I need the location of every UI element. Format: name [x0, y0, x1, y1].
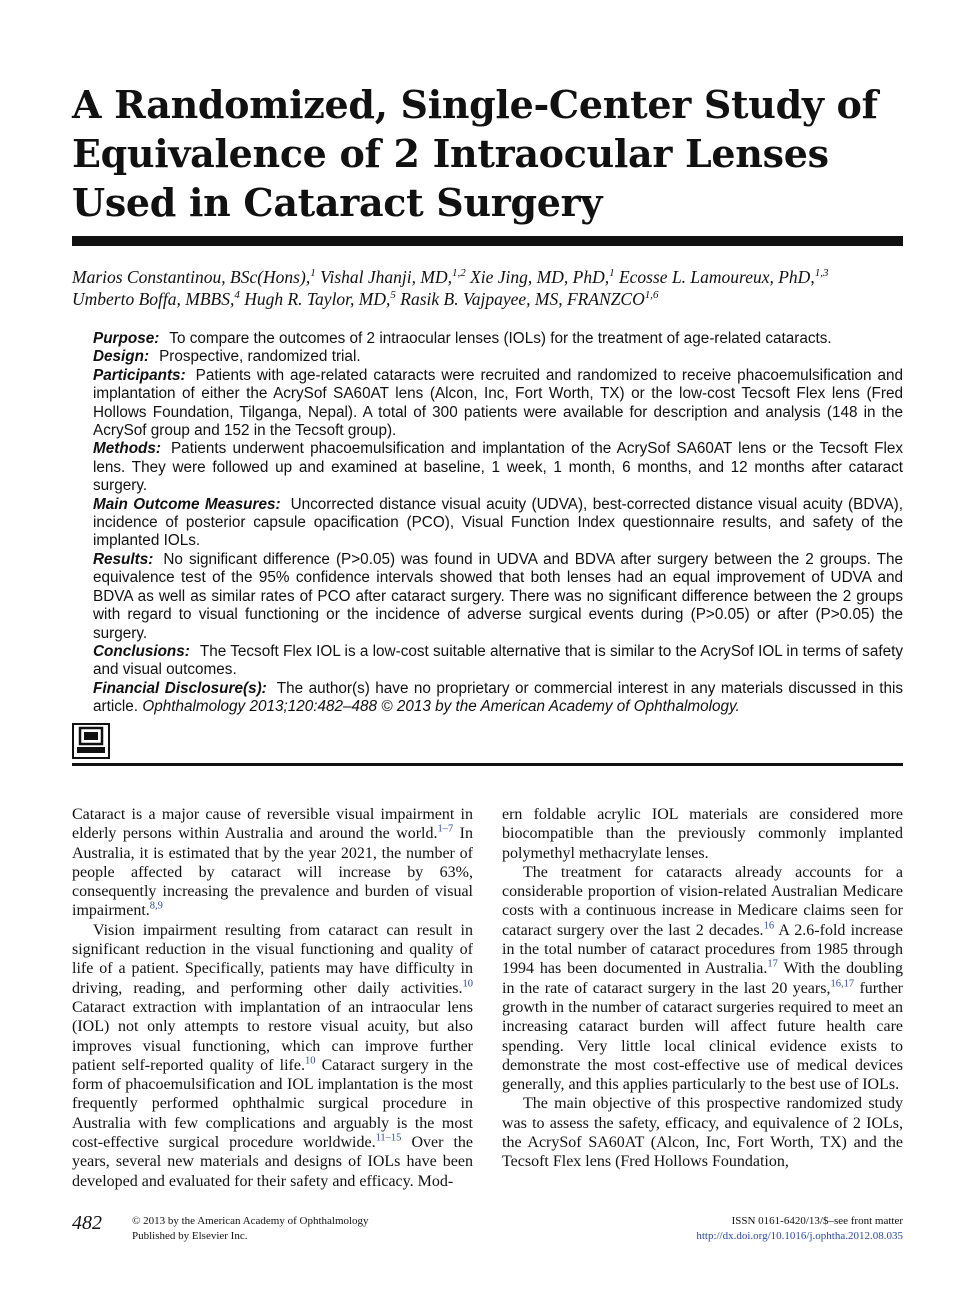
author: Ecosse L. Lamoureux, PhD,$^{1,3}$ [618, 267, 829, 287]
author: Umberto Boffa, MBBS,$^4$ [72, 289, 240, 309]
body-text: The main objective of this prospective randomized study was to assess the safety, efficacy, and equivalence of 2 IOLs, the AcrySof SA60AT (Alcon, Inc, Fort Worth, TX) and the Tecsoft Flex lens (Fred Hollows Foundation, [502, 1095, 903, 1171]
issn-line: ISSN 0161-6420/13/$–see front matter [731, 1215, 903, 1227]
title-rule [72, 236, 903, 246]
author: Rasik B. Vajpayee, MS, FRANZCO$^{1,6}$ [400, 289, 659, 309]
abstract-design: Design: Prospective, randomized trial. [93, 348, 361, 366]
body-text: A 2.6-fold increase in the total number of cataract procedures from 1985 through 1994 has been documented in Australia. [502, 921, 904, 978]
reference-citation[interactable]: 11–15 [375, 1132, 402, 1144]
reference-citation[interactable]: 10 [462, 978, 473, 990]
body-text: ern foldable acrylic IOL materials are considered more biocompatible than the previously commonly implanted polymethyl methacrylate lenses. [502, 806, 903, 862]
abstract-outcomes: Main Outcome Measures: Uncorrected distance visual acuity (UDVA), best-corrected distance visual acuity (BDVA), incidence of posterior capsule opacification (PCO), Visual Function Index questionnaire results, and safety of the implanted IOLs. [93, 495, 904, 550]
body-text: The treatment for cataracts already accounts for a considerable proportion of vision-related Australian Medicare costs with a continuous increase in Medicare claims seen for cataract surgery over the last 2 decades. [502, 863, 903, 939]
body-paragraph [72, 921, 473, 1191]
abstract-methods: Methods: Patients underwent phacoemulsification and implantation of the AcrySof SA60AT lens or the Tecsoft Flex lens. They were followed up and examined at baseline, 1 week, 1 month, 6 months, and 12 months after cataract surgery. [93, 440, 903, 495]
body-text: further growth in the number of cataract surgeries required to meet an increasing cataract burden will affect future health care spending. Very little local clinical evidence exists to demonstrate the most cost-effective use of medical devices generally, and this applies particularly to the best use of IOLs. [502, 979, 904, 1094]
body-text: With the doubling in the rate of cataract surgery in the last 20 years, [502, 960, 904, 997]
doi-link[interactable]: http://dx.doi.org/10.1016/j.ophtha.2012.08.035 [696, 1230, 903, 1242]
reference-citation[interactable]: 8,9 [149, 901, 163, 913]
reference-citation[interactable]: 16,17 [830, 978, 855, 990]
page-number: 482 [72, 1212, 102, 1234]
body-column-left [72, 805, 473, 1191]
author: Hugh R. Taylor, MD,$^5$ [244, 289, 396, 309]
body-column-right [502, 805, 903, 1172]
reference-citation[interactable]: 1–7 [437, 823, 454, 835]
abstract-conclusions: Conclusions: The Tecsoft Flex IOL is a low-cost suitable alternative that is similar to the AcrySof IOL in terms of safety and visual outcomes. [93, 642, 903, 679]
journal-citation: Ophthalmology 2013;120:482–488 © 2013 by the American Academy of Ophthalmology. [142, 698, 740, 716]
abstract-purpose: Purpose: To compare the outcomes of 2 intraocular lenses (IOLs) for the treatment of age-related cataracts. [93, 330, 832, 347]
body-paragraph [502, 1094, 903, 1171]
author: Marios Constantinou, BSc(Hons),$^1$ [72, 267, 316, 287]
body-text: Vision impairment resulting from cataract can result in significant reduction in the visual functioning and quality of life of a patient. Specifically, patients may have difficulty in driving, reading, and performing other daily activities. [72, 921, 473, 997]
abstract-rule [72, 763, 903, 766]
publisher-info [132, 1214, 369, 1244]
author: Vishal Jhanji, MD,$^{1,2}$ [320, 267, 466, 287]
abstract-participants: Participants: Patients with age-related cataracts were recruited and randomized to receive phacoemulsification and implantation of either the AcrySof SA60AT lens (Alcon, Inc, Fort Worth, TX) or the low-cost Tecsoft Flex lens (Fred Hollows Foundation, Tilganga, Nepal). A total of 300 patients were available for description and analysis (148 in the AcrySof group and 152 in the Tecsoft group). [93, 366, 903, 440]
body-paragraph [502, 805, 903, 863]
abstract [72, 330, 903, 717]
body-paragraph [72, 805, 473, 921]
reference-citation[interactable]: 17 [767, 959, 778, 971]
issn-info [696, 1214, 903, 1244]
body-text: Cataract extraction with implantation of an intraocular lens (IOL) not only attempts to restore visual acuity, but also improves visual functioning, which can improve further patient self-reported quality of life. [72, 998, 473, 1074]
body-text: Cataract is a major cause of reversible visual impairment in elderly persons within Australia and around the world. [72, 806, 473, 843]
body-text: In Australia, it is estimated that by the year 2021, the number of people affected by cataract will increase by 63%, consequently increasing the prevalence and burden of visual impairment. [72, 825, 474, 920]
body-text: Cataract surgery in the form of phacoemulsification and IOL implantation is the most frequently performed ophthalmic surgical procedure in Australia with few complications and arguably is the most cost-effective surgical procedure worldwide. [72, 1056, 473, 1152]
reference-citation[interactable]: 16 [763, 920, 775, 932]
online-supplement-icon[interactable] [72, 723, 110, 759]
publisher-line: Published by Elsevier Inc. [132, 1230, 248, 1242]
copyright-line: © 2013 by the American Academy of Ophthalmology [132, 1215, 369, 1227]
reference-citation[interactable]: 10 [304, 1055, 316, 1067]
abstract-disclosure: Financial Disclosure(s): The author(s) have no proprietary or commercial interest in any materials discussed in this article. Ophthalmology 2013;120:482–488 © 2013 by the American Academy of Ophthalmology. [93, 679, 904, 716]
page-footer [72, 1212, 903, 1248]
author-list [72, 266, 903, 310]
article-title: A Randomized, Single-Center Study of Equivalence of 2 Intraocular Lenses Used in Cataract Surgery [72, 82, 878, 225]
body-text: Over the years, several new materials and designs of IOLs have been developed and evaluated for their safety and efficacy. Mod- [72, 1134, 473, 1190]
abstract-results: Results: No significant difference (P>0.05) was found in UDVA and BDVA after surgery between the 2 groups. The equivalence test of the 95% confidence intervals showed that both lenses had an equal improvement of UDVA and BDVA as well as similar rates of PCO after cataract surgery. There was no significant difference between the 2 groups with regard to visual functioning or the incidence of adverse surgical events during (P>0.05) or after (P>0.05) the surgery. [93, 550, 903, 642]
author: Xie Jing, MD, PhD,$^1$ [470, 267, 615, 287]
body-paragraph [502, 863, 903, 1095]
